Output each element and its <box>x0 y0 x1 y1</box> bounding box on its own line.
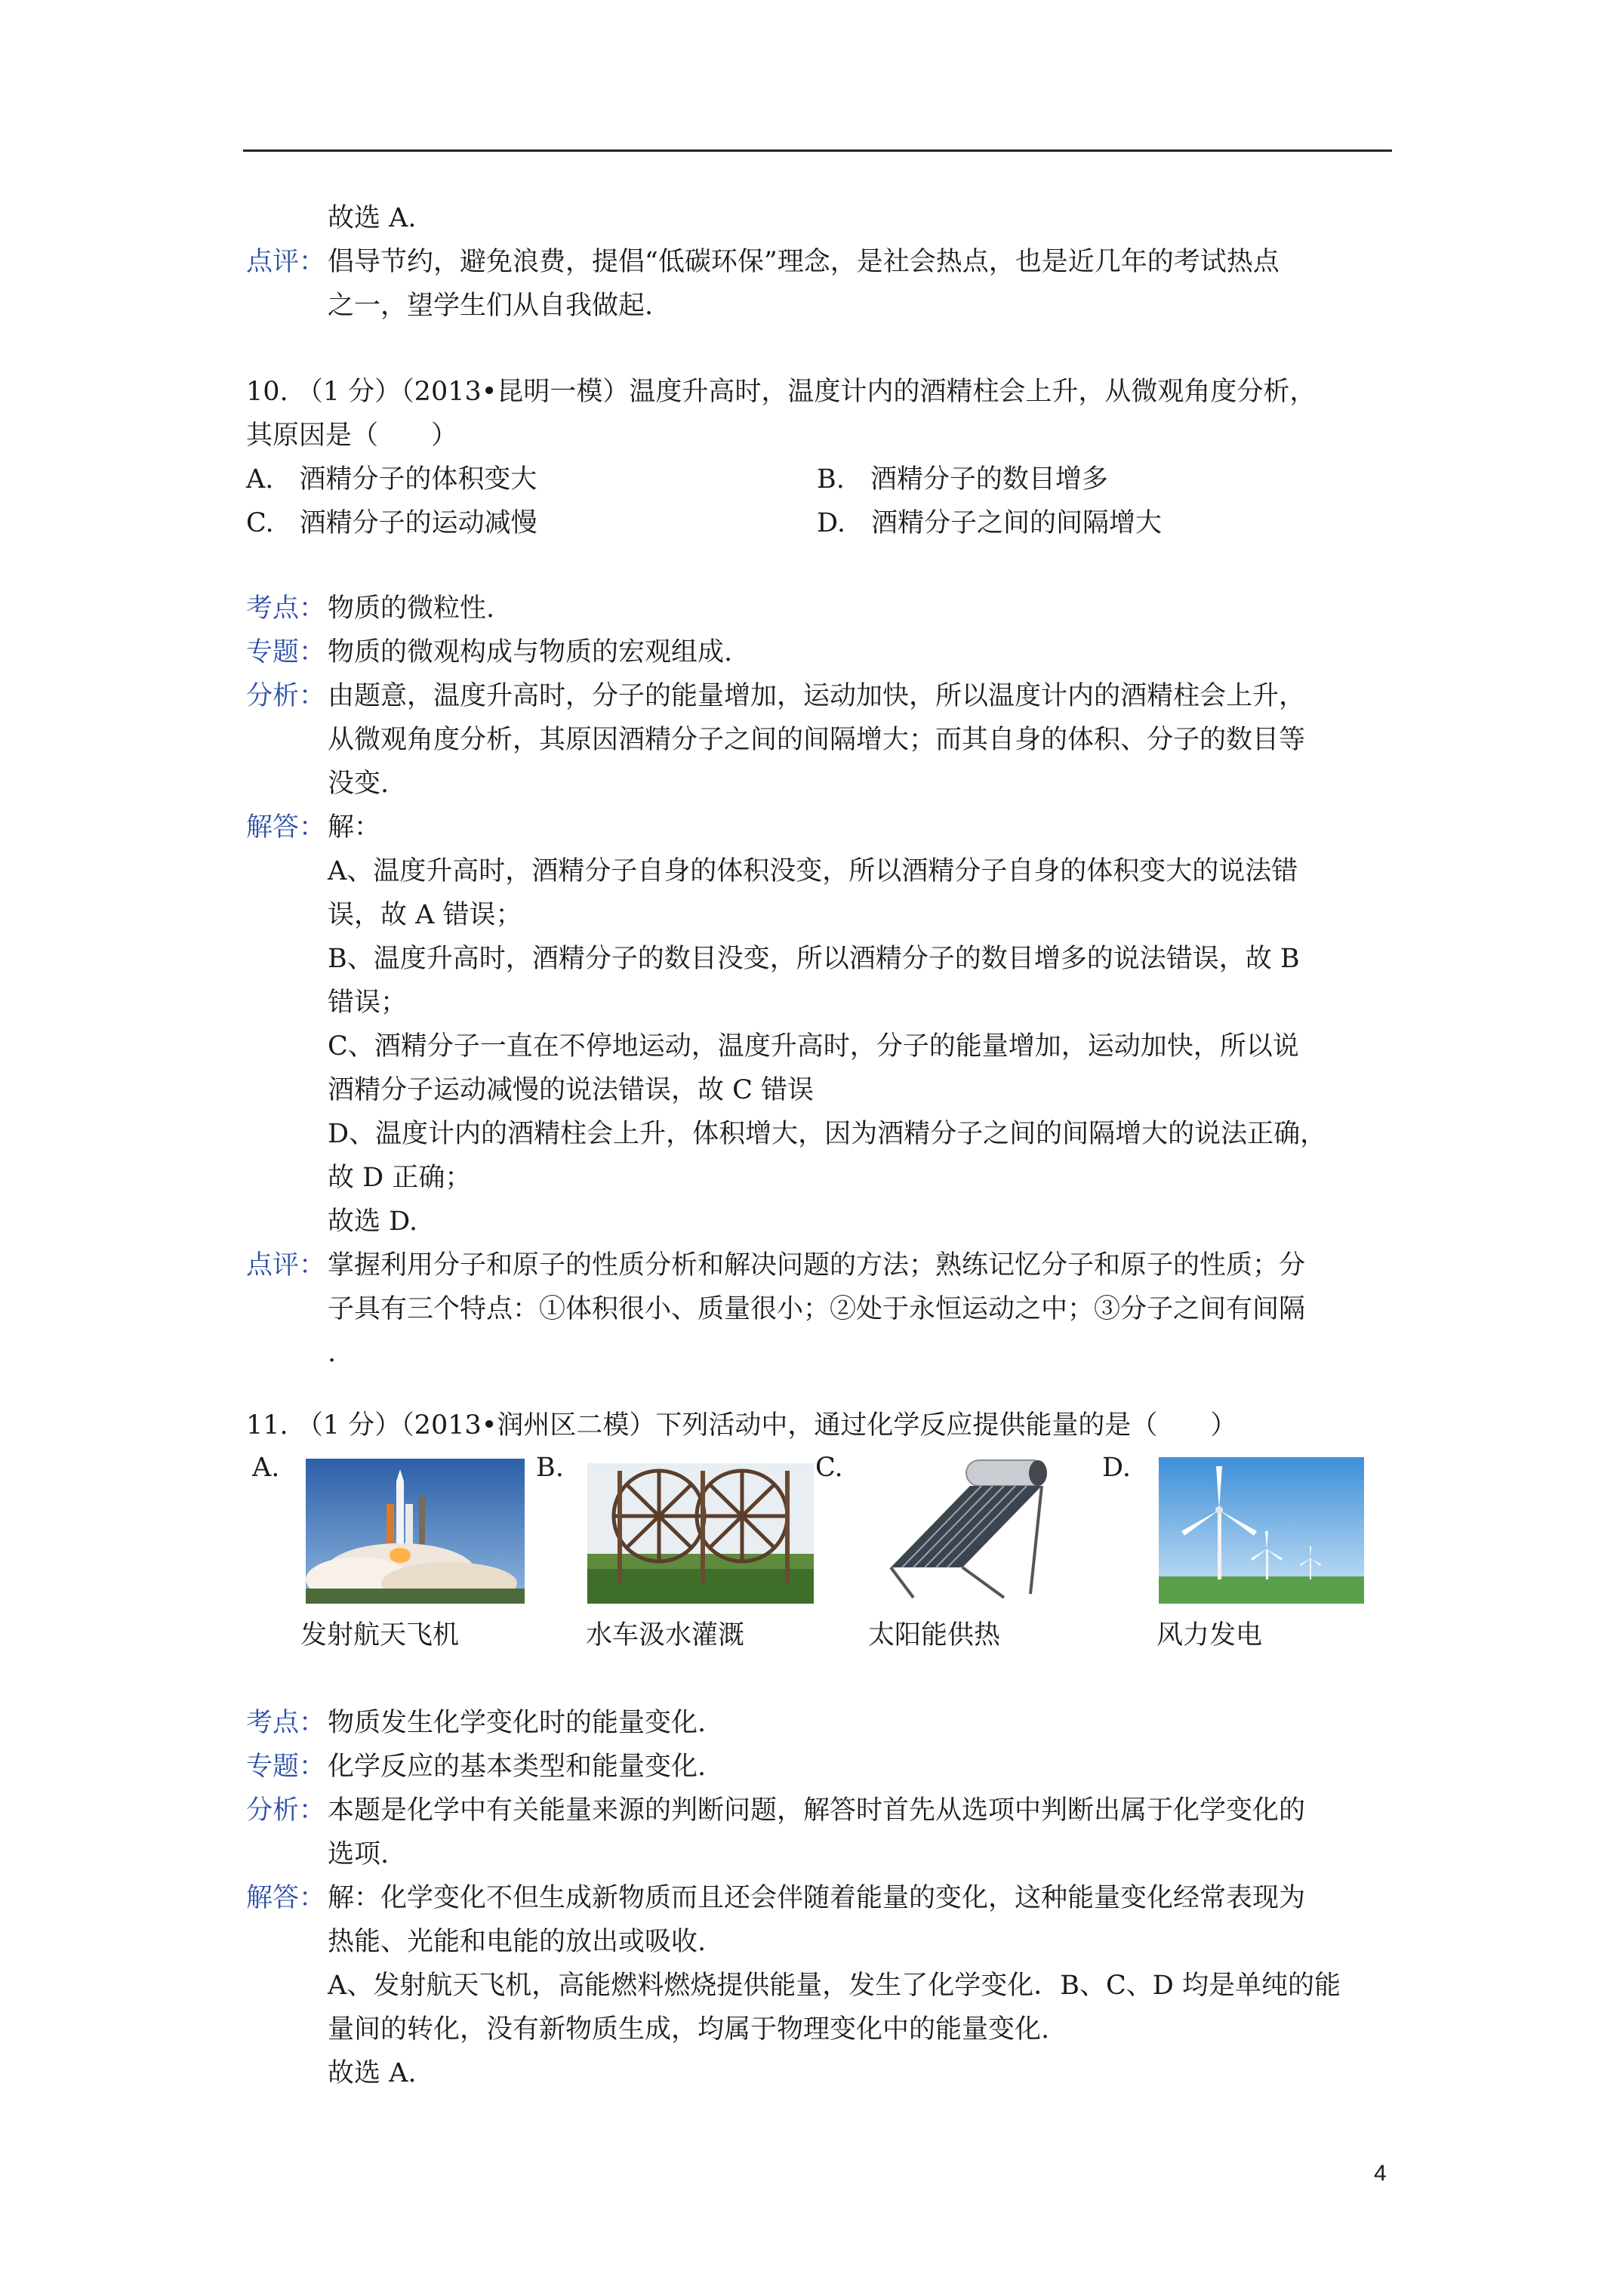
q11-caption-b: 水车汲水灌溉 <box>586 1620 745 1650</box>
q11-jieda-label: 解答： <box>246 1883 326 1913</box>
q10-kaodian-label: 考点： <box>246 593 326 624</box>
q10-dianping-line: 子具有三个特点：①体积很小、质量很小；②处于永恒运动之中；③分子之间有间隔 <box>328 1294 1306 1324</box>
q11-jieda-line: 量间的转化，没有新物质生成，均属于物理变化中的能量变化. <box>328 2014 1050 2045</box>
q10-jieda-line: 误，故 A 错误； <box>328 900 522 930</box>
q11-jieda-line: A、发射航天飞机，高能燃料燃烧提供能量，发生了化学变化．B、C、D 均是单纯的能 <box>328 1971 1341 2001</box>
water-wheel-image <box>587 1463 814 1604</box>
q11-zhuanti: 化学反应的基本类型和能量变化. <box>328 1752 707 1782</box>
q10-dianping-label: 点评： <box>246 1250 326 1281</box>
q10-zhuanti: 物质的微观构成与物质的宏观组成. <box>328 637 733 667</box>
q11-option-letter: C. <box>815 1453 843 1483</box>
q10-dianping-line: 掌握利用分子和原子的性质分析和解决问题的方法；熟练记忆分子和原子的性质；分 <box>328 1250 1306 1281</box>
q11-fenxi-line: 选项. <box>328 1839 390 1869</box>
q10-jieda-line: D、温度计内的酒精柱会上升，体积增大，因为酒精分子之间的间隔增大的说法正确， <box>328 1119 1327 1149</box>
q11-jieda-line: 热能、光能和电能的放出或吸收. <box>328 1927 707 1957</box>
q10-jieda-line: 故选 D. <box>328 1207 418 1237</box>
q10-option-a <box>246 463 537 496</box>
q10-kaodian: 物质的微粒性. <box>328 593 495 624</box>
option-letter: C. <box>246 508 274 538</box>
option-text: 酒精分子的体积变大 <box>299 464 537 495</box>
solar-heater-image <box>868 1454 1053 1604</box>
q11-kaodian: 物质发生化学变化时的能量变化. <box>328 1708 707 1738</box>
prev-comment-label: 点评： <box>246 247 326 277</box>
prev-conclusion: 故选 A. <box>328 203 417 233</box>
q10-jieda-label: 解答： <box>246 812 326 843</box>
q10-option-d <box>817 507 1162 540</box>
q10-jieda-line: 解： <box>328 812 381 843</box>
q10-jieda-line: B、温度升高时，酒精分子的数目没变，所以酒精分子的数目增多的说法错误，故 B <box>328 944 1300 974</box>
option-letter: B. <box>817 464 845 495</box>
q10-fenxi-line: 没变. <box>328 769 390 799</box>
q10-stem-line: 10. （1 分）（2013•昆明一模）温度升高时，温度计内的酒精柱会上升，从微观角度分析， <box>246 377 1317 407</box>
shuttle-launch-image <box>306 1459 525 1604</box>
q10-option-b <box>817 463 1108 496</box>
q11-option-letter: D. <box>1102 1453 1131 1483</box>
q10-zhuanti-label: 专题： <box>246 637 326 667</box>
q11-option-letter: A. <box>252 1453 280 1483</box>
page-number: 4 <box>1374 2161 1387 2186</box>
q11-fenxi-line: 本题是化学中有关能量来源的判断问题，解答时首先从选项中判断出属于化学变化的 <box>328 1795 1306 1826</box>
wind-turbine-image <box>1159 1457 1364 1604</box>
q10-option-c <box>246 507 537 540</box>
q11-stem: 11. （1 分）（2013•润州区二模）下列活动中，通过化学反应提供能量的是（ ） <box>246 1410 1237 1441</box>
q11-zhuanti-label: 专题： <box>246 1752 326 1782</box>
option-letter: D. <box>817 508 845 538</box>
option-text: 酒精分子的运动减慢 <box>299 508 537 538</box>
prev-comment-line: 倡导节约，避免浪费，提倡“低碳环保”理念，是社会热点，也是近几年的考试热点 <box>328 247 1280 277</box>
prev-comment-line: 之一，望学生们从自我做起. <box>328 291 654 321</box>
q11-jieda-line: 故选 A. <box>328 2058 417 2088</box>
option-text: 酒精分子的数目增多 <box>870 464 1108 495</box>
q10-jieda-line: C、酒精分子一直在不停地运动，温度升高时，分子的能量增加，运动加快，所以说 <box>328 1031 1299 1062</box>
q10-dianping-line: . <box>328 1338 337 1368</box>
q10-jieda-line: 酒精分子运动减慢的说法错误，故 C 错误 <box>328 1075 815 1105</box>
q11-fenxi-label: 分析： <box>246 1795 326 1826</box>
option-text: 酒精分子之间的间隔增大 <box>870 508 1162 538</box>
q10-fenxi-line: 从微观角度分析，其原因酒精分子之间的间隔增大；而其自身的体积、分子的数目等 <box>328 725 1306 755</box>
q10-jieda-line: 错误； <box>328 988 408 1018</box>
q10-jieda-line: 故 D 正确； <box>328 1163 472 1193</box>
header-rule <box>243 149 1392 152</box>
q11-option-letter: B. <box>536 1453 564 1483</box>
q11-caption-a: 发射航天飞机 <box>300 1620 460 1650</box>
option-letter: A. <box>246 464 274 495</box>
q11-caption-c: 太阳能供热 <box>868 1620 1001 1650</box>
q10-jieda-line: A、温度升高时，酒精分子自身的体积没变，所以酒精分子自身的体积变大的说法错 <box>328 856 1298 886</box>
q10-fenxi-label: 分析： <box>246 681 326 711</box>
q10-fenxi-line: 由题意，温度升高时，分子的能量增加，运动加快，所以温度计内的酒精柱会上升， <box>328 681 1306 711</box>
q10-stem-line: 其原因是（ ） <box>246 421 458 451</box>
q11-jieda-line: 解：化学变化不但生成新物质而且还会伴随着能量的变化，这种能量变化经常表现为 <box>328 1883 1306 1913</box>
q11-kaodian-label: 考点： <box>246 1708 326 1738</box>
q11-caption-d: 风力发电 <box>1156 1620 1263 1650</box>
